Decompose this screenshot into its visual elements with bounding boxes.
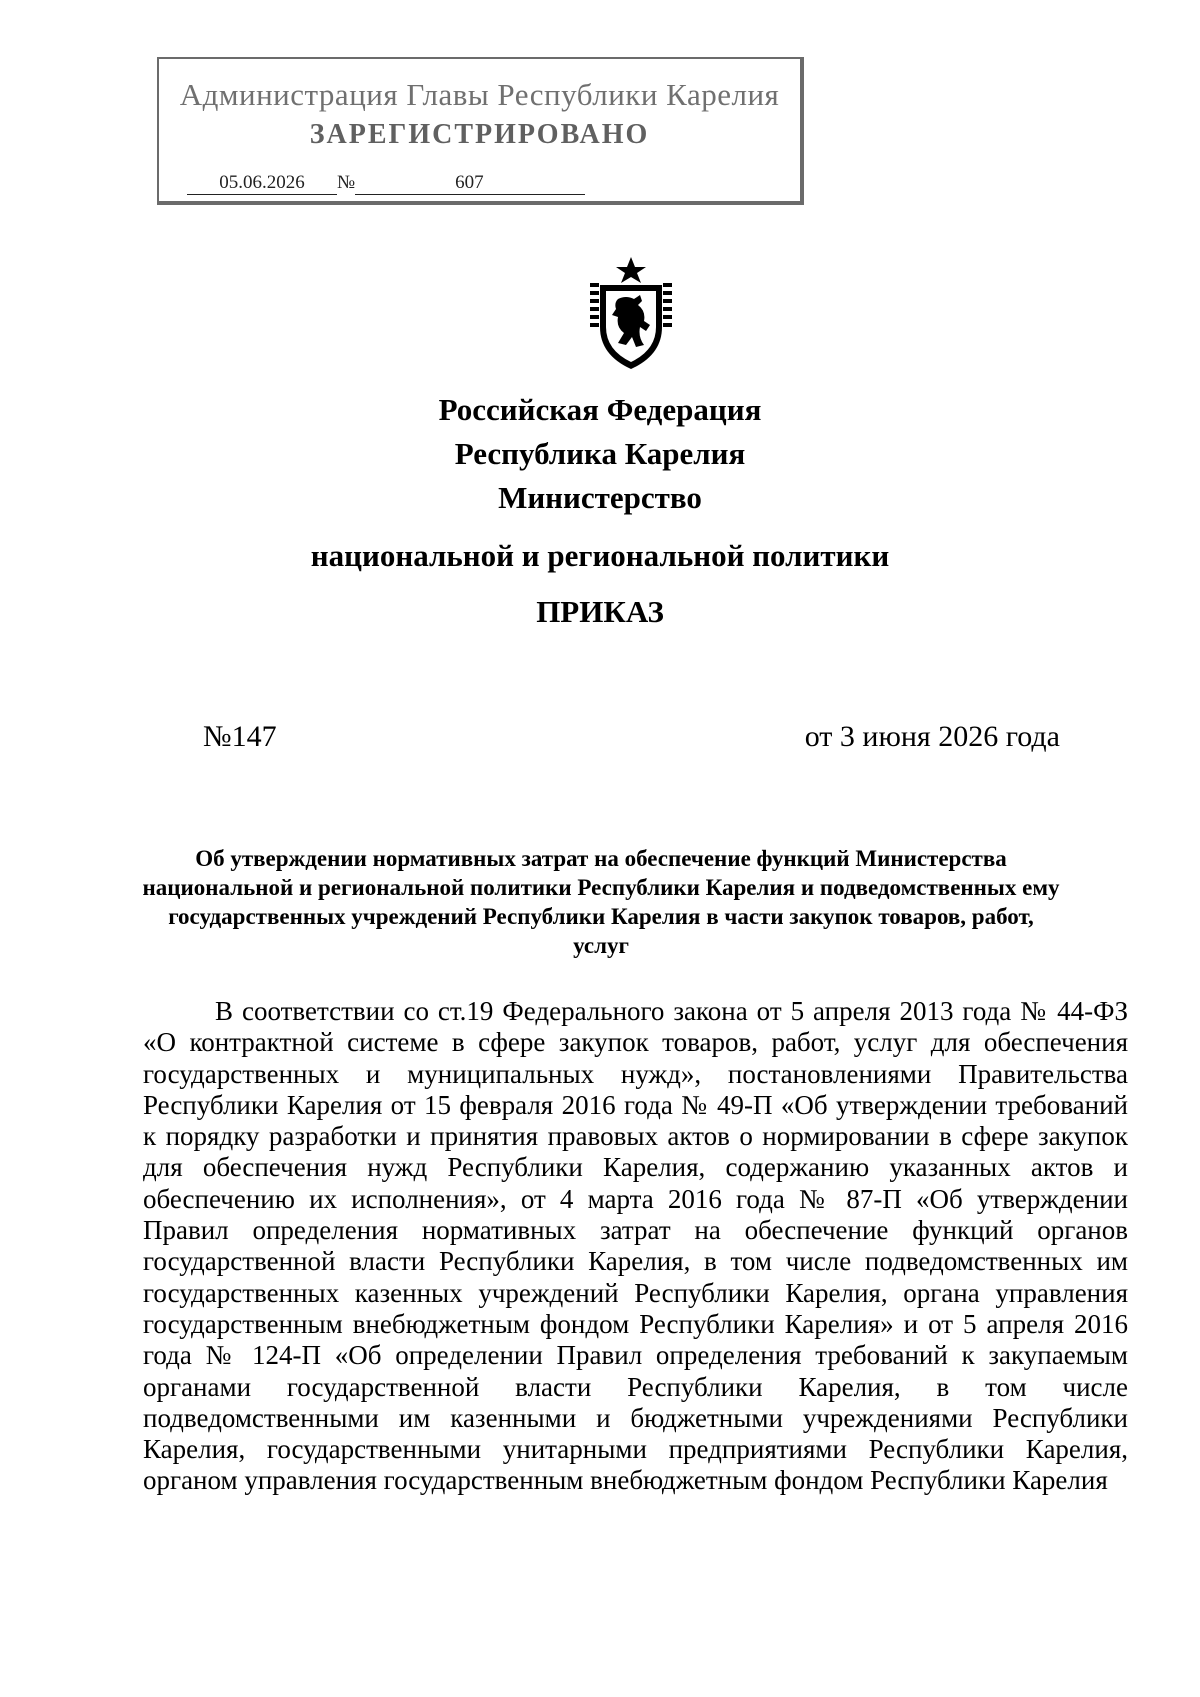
- stamp-date: 05.06.2026: [187, 172, 337, 195]
- order-date: от 3 июня 2026 года: [804, 720, 1060, 753]
- order-body-text: В соответствии со ст.19 Федерального закона от 5 апреля 2013 года № 44-ФЗ «О контрактной системе в сфере закупок товаров, работ, услуг для обеспечения государственных и муниципальных нужд», постановлениями Правительства Республики Карелия от 15 февраля 2016 года № 49-П «Об утверждении требований к порядку разработки и принятия правовых актов о нормировании в сфере закупок для обеспечения нужд Республики Карелия, содержанию указанных актов и обеспечению их исполнения», от 4 марта 2016 года № 87-П «Об утверждении Правил определения нормативных затрат на обеспечение функций органов государственной власти Республики Карелия, в том числе подведомственных им государственных казенных учреждений Республики Карелия, органа управления государственным внебюджетным фондом Республики Карелия» и от 5 апреля 2016 года № 124-П «Об определении Правил определения требований к закупаемым органами государственной власти Республики Карелия, в том числе подведомственными им казенными и бюджетными учреждениями Республики Карелия, государственными унитарными предприятиями Республики Карелия, органом управления государственным внебюджетным фондом Республики Карелия: [143, 996, 1128, 1496]
- header-republic: Республика Карелия: [454, 436, 746, 471]
- header-ministry-name: национальной и региональной политики: [310, 538, 890, 573]
- registration-stamp: [157, 57, 804, 205]
- order-number: №147: [203, 720, 277, 753]
- stamp-registration-line: [187, 172, 585, 195]
- stamp-registered-label: ЗАРЕГИСТРИРОВАНО: [309, 119, 650, 150]
- header-ministry: Министерство: [498, 480, 702, 515]
- stamp-number-label: №: [337, 172, 356, 193]
- stamp-authority: Администрация Главы Республики Карелия: [179, 77, 780, 112]
- header-country: Российская Федерация: [438, 392, 762, 427]
- order-subject: Об утверждении нормативных затрат на обеспечение функций Министерства национальной и региональной политики Республики Карелия и подведомственных ему государственных учреждений Республики Карелия в части закупок товаров, работ, услуг: [142, 846, 1060, 958]
- karelia-coat-of-arms-icon: [588, 255, 674, 373]
- stamp-number: 607: [355, 172, 585, 195]
- document-type: ПРИКАЗ: [536, 594, 664, 629]
